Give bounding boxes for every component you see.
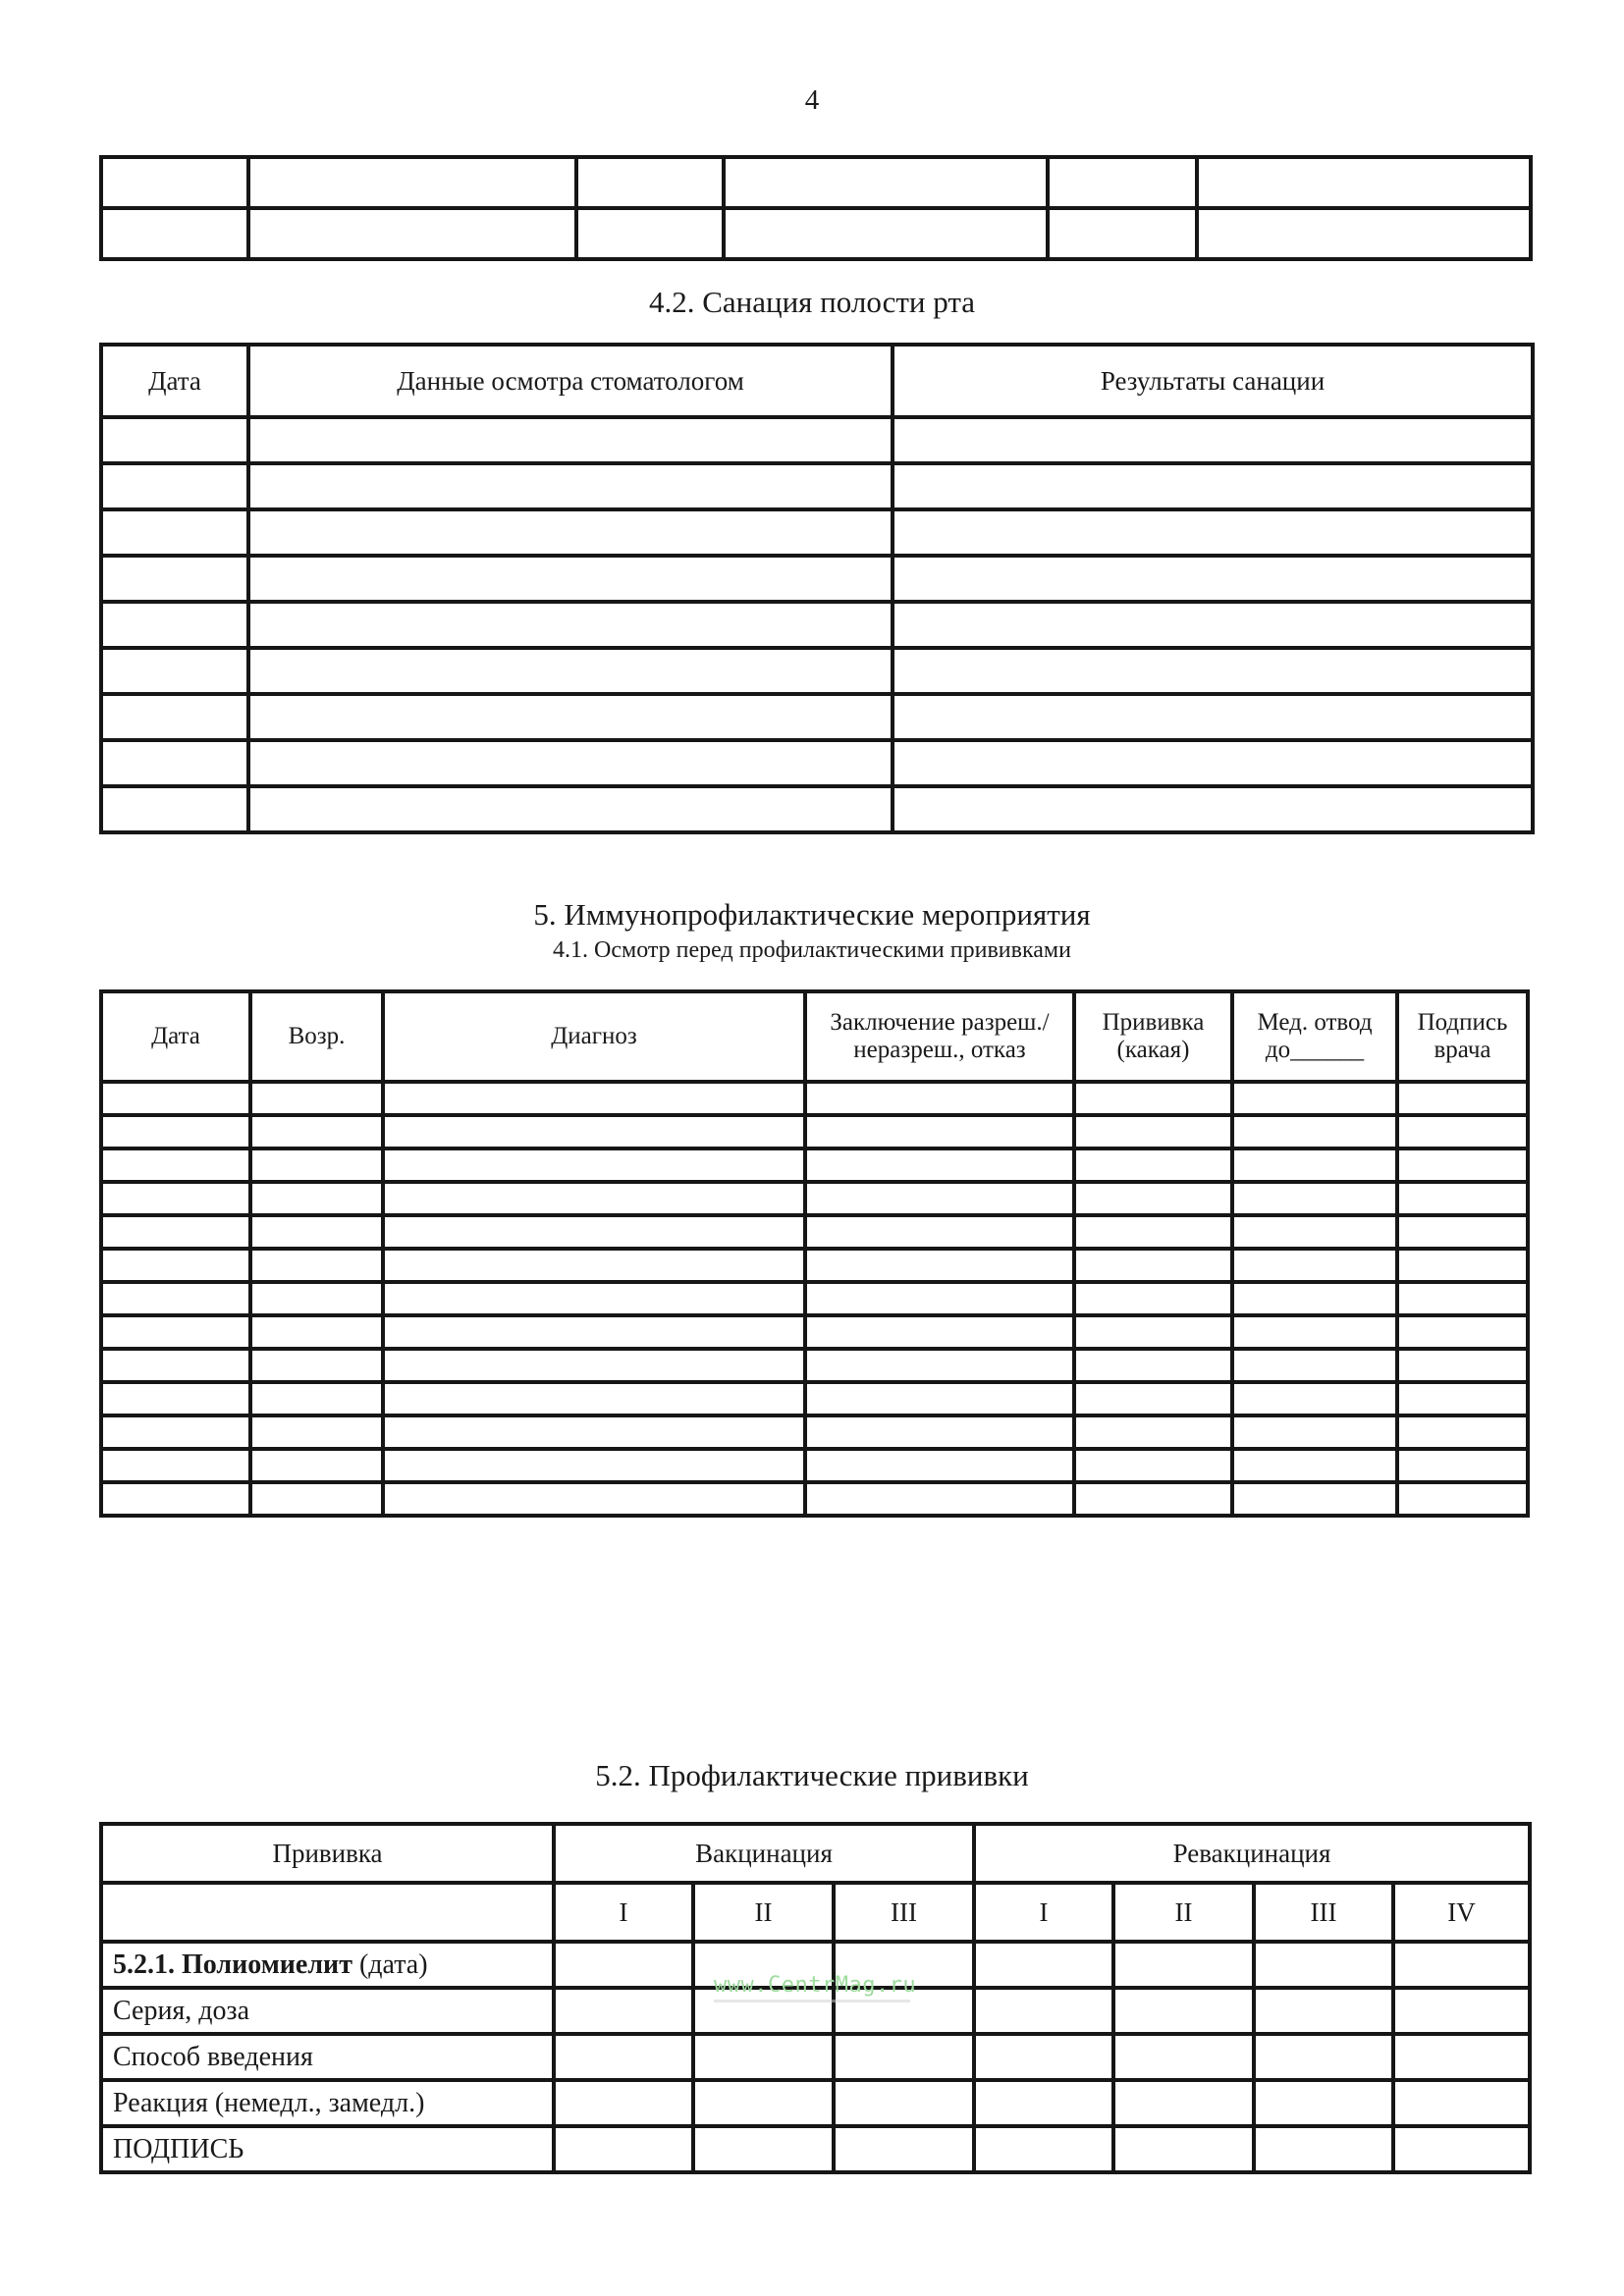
row-label: ПОДПИСЬ xyxy=(101,2126,554,2172)
table-cell[interactable] xyxy=(248,740,893,786)
table-row xyxy=(101,157,1531,208)
table-cell[interactable] xyxy=(1113,2034,1254,2080)
table-cell[interactable] xyxy=(1074,1148,1232,1182)
table-cell[interactable] xyxy=(805,1082,1074,1115)
row-label: Реакция (немедл., замедл.) xyxy=(101,2080,554,2126)
column-header-vaccination-1: I xyxy=(554,1883,693,1942)
table-cell[interactable] xyxy=(1074,1482,1232,1516)
table-cell[interactable] xyxy=(1113,2126,1254,2172)
table-cell[interactable] xyxy=(248,556,893,602)
table-cell[interactable] xyxy=(1074,1215,1232,1249)
table-cell[interactable] xyxy=(834,2080,974,2126)
table-cell[interactable] xyxy=(383,1382,805,1415)
table-row xyxy=(101,1382,1528,1415)
table-cell[interactable] xyxy=(805,1249,1074,1282)
table-cell[interactable] xyxy=(1074,1182,1232,1215)
table-cell[interactable] xyxy=(101,556,248,602)
table-cell[interactable] xyxy=(893,648,1533,694)
table-cell[interactable] xyxy=(1393,1988,1530,2034)
table-cell[interactable] xyxy=(1232,1382,1397,1415)
table-cell[interactable] xyxy=(974,2080,1113,2126)
table-cell[interactable] xyxy=(101,1215,250,1249)
table-cell[interactable] xyxy=(893,740,1533,786)
table-cell[interactable] xyxy=(805,1215,1074,1249)
table-cell[interactable] xyxy=(250,1215,383,1249)
table-cell[interactable] xyxy=(974,1942,1113,1988)
table-row xyxy=(101,648,1533,694)
table-cell[interactable] xyxy=(1074,1249,1232,1282)
table-cell[interactable] xyxy=(383,1415,805,1449)
table-cell[interactable] xyxy=(805,1148,1074,1182)
table-cell[interactable] xyxy=(250,1282,383,1315)
page-number: 4 xyxy=(804,84,820,116)
table-cell[interactable] xyxy=(1232,1482,1397,1516)
table-body xyxy=(101,1082,1528,1516)
table-cell[interactable] xyxy=(805,1449,1074,1482)
table-cell[interactable] xyxy=(1232,1115,1397,1148)
table-cell[interactable] xyxy=(101,1282,250,1315)
section-subtitle-4-1: 4.1. Осмотр перед профилактическими прививками xyxy=(553,937,1071,963)
table-cell[interactable] xyxy=(250,1382,383,1415)
table-row xyxy=(101,1249,1528,1282)
table-cell[interactable] xyxy=(1232,1282,1397,1315)
table-cell[interactable] xyxy=(805,1182,1074,1215)
table-row xyxy=(101,1182,1528,1215)
table-cell[interactable] xyxy=(248,694,893,740)
column-header-conclusion: Заключение разреш./ неразреш., отказ xyxy=(805,991,1074,1082)
table-cell[interactable] xyxy=(383,1082,805,1115)
table-cell[interactable] xyxy=(1197,157,1531,208)
table-cell[interactable] xyxy=(1197,208,1531,259)
table-cell[interactable] xyxy=(834,2126,974,2172)
column-group-vaccination: Вакцинация xyxy=(554,1824,974,1883)
table-cell[interactable] xyxy=(893,786,1533,832)
table-cell[interactable] xyxy=(1397,1249,1528,1282)
table-cell[interactable] xyxy=(383,1249,805,1282)
table-row xyxy=(101,786,1533,832)
table-cell[interactable] xyxy=(1397,1182,1528,1215)
column-header-vaccination-2: II xyxy=(693,1883,834,1942)
table-cell[interactable] xyxy=(101,786,248,832)
table-cell[interactable] xyxy=(1397,1349,1528,1382)
column-header-age: Возр. xyxy=(250,991,383,1082)
table-cell[interactable] xyxy=(724,157,1048,208)
table-cell[interactable] xyxy=(893,463,1533,509)
table-cell[interactable] xyxy=(248,157,576,208)
table-cell[interactable] xyxy=(383,1215,805,1249)
table-cell[interactable] xyxy=(101,157,248,208)
column-header-dentist-exam: Данные осмотра стоматологом xyxy=(248,345,893,417)
table-cell[interactable] xyxy=(250,1449,383,1482)
table-cell[interactable] xyxy=(1232,1315,1397,1349)
table-cell[interactable] xyxy=(101,1382,250,1415)
table-cell[interactable] xyxy=(1232,1215,1397,1249)
table-row xyxy=(101,463,1533,509)
table-row xyxy=(101,1315,1528,1349)
column-header-diagnosis: Диагноз xyxy=(383,991,805,1082)
table-cell[interactable] xyxy=(1393,1942,1530,1988)
table-cell[interactable] xyxy=(693,2126,834,2172)
table-cell[interactable] xyxy=(250,1482,383,1516)
table-cell[interactable] xyxy=(250,1315,383,1349)
table-cell[interactable] xyxy=(1254,2034,1393,2080)
table-row xyxy=(101,694,1533,740)
row-label: Способ введения xyxy=(101,2034,554,2080)
table-cell[interactable] xyxy=(1254,1988,1393,2034)
table-cell[interactable] xyxy=(1397,1082,1528,1115)
table-cell[interactable] xyxy=(248,602,893,648)
table-cell[interactable] xyxy=(383,1115,805,1148)
column-header-doctor-signature: Подпись врача xyxy=(1397,991,1528,1082)
table-cell[interactable] xyxy=(1254,2080,1393,2126)
table-cell[interactable] xyxy=(893,556,1533,602)
table-row xyxy=(101,208,1531,259)
table-row xyxy=(101,1215,1528,1249)
table-cell[interactable] xyxy=(383,1148,805,1182)
table-row xyxy=(101,1449,1528,1482)
table-cell[interactable] xyxy=(250,1182,383,1215)
table-cell[interactable] xyxy=(1113,1988,1254,2034)
vaccinations-table xyxy=(99,1822,1532,2174)
column-header-revaccination-4: IV xyxy=(1393,1883,1530,1942)
table-cell[interactable] xyxy=(1113,2080,1254,2126)
table-cell[interactable] xyxy=(383,1282,805,1315)
table-cell[interactable] xyxy=(974,2034,1113,2080)
table-row xyxy=(101,1482,1528,1516)
table-cell[interactable] xyxy=(554,2080,693,2126)
table-cell[interactable] xyxy=(101,1449,250,1482)
table-cell[interactable] xyxy=(1397,1449,1528,1482)
column-header-vaccine: Прививка xyxy=(101,1824,554,1883)
table-cell[interactable] xyxy=(101,694,248,740)
table-cell[interactable] xyxy=(101,648,248,694)
table-row-administration-method xyxy=(101,2034,1530,2080)
table-cell[interactable] xyxy=(248,509,893,556)
section-title-5-2: 5.2. Профилактические прививки xyxy=(595,1758,1029,1792)
table-cell[interactable] xyxy=(1048,157,1197,208)
table-cell[interactable] xyxy=(893,417,1533,463)
table-row xyxy=(101,1082,1528,1115)
table-cell[interactable] xyxy=(1393,2034,1530,2080)
column-header-vaccination-3: III xyxy=(834,1883,974,1942)
watermark: www.CentrMag.ru xyxy=(714,1973,917,1998)
table-cell[interactable] xyxy=(974,2126,1113,2172)
table-cell[interactable] xyxy=(1232,1082,1397,1115)
column-header-revaccination-1: I xyxy=(974,1883,1113,1942)
table-cell[interactable] xyxy=(1232,1148,1397,1182)
table-cell[interactable] xyxy=(250,1115,383,1148)
table-cell[interactable] xyxy=(101,1349,250,1382)
table-cell[interactable] xyxy=(1397,1382,1528,1415)
table-cell[interactable] xyxy=(1074,1415,1232,1449)
column-subheader-empty xyxy=(101,1883,554,1942)
table-header-row xyxy=(101,1824,1530,1883)
table-cell[interactable] xyxy=(805,1415,1074,1449)
column-header-date: Дата xyxy=(101,991,250,1082)
table-cell[interactable] xyxy=(1232,1249,1397,1282)
table-cell[interactable] xyxy=(383,1315,805,1349)
table-cell[interactable] xyxy=(101,1182,250,1215)
table-cell[interactable] xyxy=(554,1942,693,1988)
table-cell[interactable] xyxy=(576,157,724,208)
table-cell[interactable] xyxy=(248,648,893,694)
column-group-revaccination: Ревакцинация xyxy=(974,1824,1530,1883)
table-cell[interactable] xyxy=(1397,1115,1528,1148)
table-cell[interactable] xyxy=(250,1082,383,1115)
table-cell[interactable] xyxy=(383,1182,805,1215)
table-cell[interactable] xyxy=(1393,2126,1530,2172)
table-row xyxy=(101,1349,1528,1382)
table-cell[interactable] xyxy=(1074,1449,1232,1482)
table-cell[interactable] xyxy=(1113,1942,1254,1988)
table-cell[interactable] xyxy=(554,1988,693,2034)
table-cell[interactable] xyxy=(1048,208,1197,259)
row-label: Серия, доза xyxy=(101,1988,554,2034)
table-cell[interactable] xyxy=(1074,1315,1232,1349)
table-cell[interactable] xyxy=(101,509,248,556)
table-cell[interactable] xyxy=(693,2034,834,2080)
table-cell[interactable] xyxy=(383,1482,805,1516)
table-cell[interactable] xyxy=(805,1482,1074,1516)
table-row xyxy=(101,602,1533,648)
table-cell[interactable] xyxy=(1232,1415,1397,1449)
table-cell[interactable] xyxy=(974,1988,1113,2034)
table-cell[interactable] xyxy=(250,1249,383,1282)
column-header-date: Дата xyxy=(101,345,248,417)
table-cell[interactable] xyxy=(248,208,576,259)
section-title-4-2: 4.2. Санация полости рта xyxy=(648,285,976,319)
row-label: 5.2.1. Полиомиелит (дата) xyxy=(101,1942,554,1988)
table-row xyxy=(101,556,1533,602)
table-cell[interactable] xyxy=(805,1282,1074,1315)
table-cell[interactable] xyxy=(805,1382,1074,1415)
table-cell[interactable] xyxy=(101,740,248,786)
table-row xyxy=(101,1282,1528,1315)
table-cell[interactable] xyxy=(554,2126,693,2172)
watermark-underline xyxy=(714,2000,910,2002)
table-cell[interactable] xyxy=(1397,1315,1528,1349)
column-header-sanitation-results: Результаты санации xyxy=(893,345,1533,417)
table-cell[interactable] xyxy=(1074,1115,1232,1148)
table-cell[interactable] xyxy=(1397,1215,1528,1249)
table-cell[interactable] xyxy=(250,1415,383,1449)
table-cell[interactable] xyxy=(101,1249,250,1282)
table-cell[interactable] xyxy=(554,2034,693,2080)
table-body xyxy=(101,417,1533,832)
table-cell[interactable] xyxy=(1397,1148,1528,1182)
oral-sanitation-table xyxy=(99,343,1535,834)
pre-vaccination-exam-table xyxy=(99,989,1530,1518)
column-header-revaccination-3: III xyxy=(1254,1883,1393,1942)
table-cell[interactable] xyxy=(1232,1349,1397,1382)
table-cell[interactable] xyxy=(101,1415,250,1449)
table-row xyxy=(101,509,1533,556)
table-cell[interactable] xyxy=(101,463,248,509)
table-row xyxy=(101,1415,1528,1449)
table-cell[interactable] xyxy=(1397,1282,1528,1315)
table-cell[interactable] xyxy=(101,1148,250,1182)
table-cell[interactable] xyxy=(1232,1449,1397,1482)
table-cell[interactable] xyxy=(834,2034,974,2080)
table-cell[interactable] xyxy=(101,208,248,259)
table-row-signature xyxy=(101,2126,1530,2172)
table-cell[interactable] xyxy=(893,602,1533,648)
table-cell[interactable] xyxy=(805,1115,1074,1148)
table-cell[interactable] xyxy=(101,602,248,648)
table-cell[interactable] xyxy=(1074,1082,1232,1115)
table-cell[interactable] xyxy=(1397,1415,1528,1449)
table-cell[interactable] xyxy=(101,1482,250,1516)
table-cell[interactable] xyxy=(250,1349,383,1382)
table-cell[interactable] xyxy=(724,208,1048,259)
table-cell[interactable] xyxy=(383,1349,805,1382)
table-cell[interactable] xyxy=(693,2080,834,2126)
table-cell[interactable] xyxy=(248,463,893,509)
table-cell[interactable] xyxy=(576,208,724,259)
table-cell[interactable] xyxy=(893,509,1533,556)
table-cell[interactable] xyxy=(250,1148,383,1182)
table-row xyxy=(101,1148,1528,1182)
table-row xyxy=(101,417,1533,463)
table-cell[interactable] xyxy=(101,1115,250,1148)
table-cell[interactable] xyxy=(101,417,248,463)
table-cell[interactable] xyxy=(101,1082,250,1115)
table-row xyxy=(101,740,1533,786)
table-cell[interactable] xyxy=(1074,1382,1232,1415)
table-cell[interactable] xyxy=(1393,2080,1530,2126)
column-header-vaccine: Прививка (какая) xyxy=(1074,991,1232,1082)
continuation-table xyxy=(99,155,1533,261)
table-cell[interactable] xyxy=(1254,2126,1393,2172)
section-title-5: 5. Иммунопрофилактические мероприятия xyxy=(533,897,1091,932)
table-cell[interactable] xyxy=(1074,1282,1232,1315)
table-row xyxy=(101,1115,1528,1148)
table-cell[interactable] xyxy=(893,694,1533,740)
table-cell[interactable] xyxy=(1232,1182,1397,1215)
table-cell[interactable] xyxy=(248,786,893,832)
column-header-revaccination-2: II xyxy=(1113,1883,1254,1942)
table-cell[interactable] xyxy=(101,1315,250,1349)
table-header-row xyxy=(101,991,1528,1082)
table-cell[interactable] xyxy=(248,417,893,463)
table-cell[interactable] xyxy=(805,1315,1074,1349)
table-subheader-row xyxy=(101,1883,1530,1942)
table-row-reaction xyxy=(101,2080,1530,2126)
table-header-row xyxy=(101,345,1533,417)
table-cell[interactable] xyxy=(1074,1349,1232,1382)
column-header-medical-exemption: Мед. отвод до______ xyxy=(1232,991,1397,1082)
table-cell[interactable] xyxy=(383,1449,805,1482)
table-cell[interactable] xyxy=(805,1349,1074,1382)
table-cell[interactable] xyxy=(1397,1482,1528,1516)
table-cell[interactable] xyxy=(1254,1942,1393,1988)
